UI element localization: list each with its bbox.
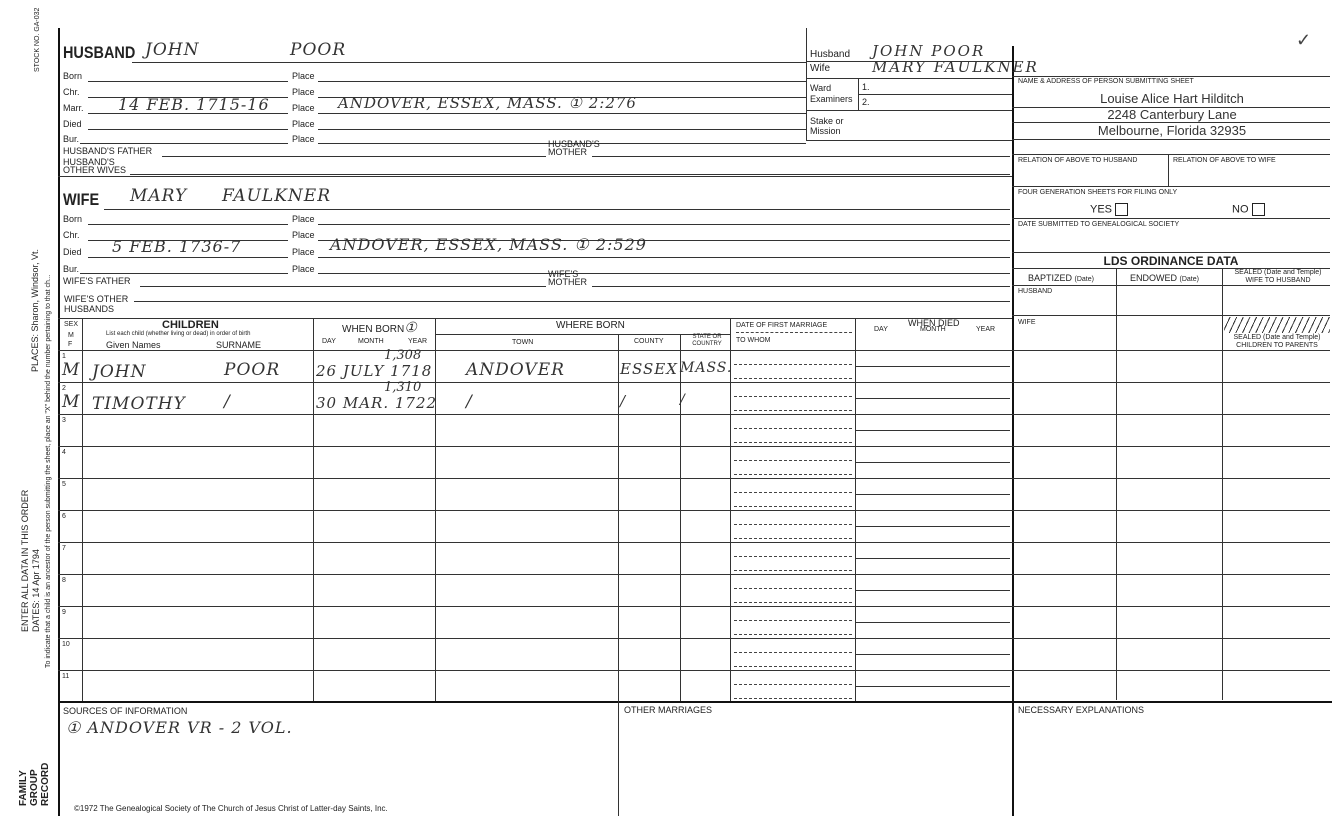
hatched-area <box>1224 317 1330 333</box>
wife-mother-label: WIFE'S MOTHER <box>548 269 587 287</box>
no-checkbox[interactable] <box>1252 203 1265 216</box>
death-tick <box>855 670 856 686</box>
husband-died-place-label: Place <box>292 119 315 129</box>
surname-header: SURNAME <box>216 340 262 350</box>
enter-order-note: ENTER ALL DATA IN THIS ORDER <box>20 489 30 632</box>
child-birth-county: ESSEX <box>620 360 678 378</box>
lds-husband-label: HUSBAND <box>1018 288 1053 295</box>
submit-top-line <box>1012 76 1330 77</box>
rt-wife-value: MARY FAULKNER <box>872 58 1039 76</box>
born-year-header: YEAR <box>408 338 428 345</box>
father-line <box>162 156 546 157</box>
relation-husband-label: RELATION OF ABOVE TO HUSBAND <box>1018 157 1138 164</box>
wife-surname: FAULKNER <box>222 186 331 206</box>
divider <box>806 28 807 140</box>
to-whom-dash <box>734 442 852 443</box>
submitter-city: Melbourne, Florida 32935 <box>1097 123 1247 138</box>
child-sex: M <box>62 360 81 380</box>
submitter-label: NAME & ADDRESS OF PERSON SUBMITTING SHEET <box>1018 78 1194 85</box>
born-place-line <box>318 81 806 82</box>
no-option[interactable]: NO <box>1232 203 1265 216</box>
submit-line-4 <box>1012 154 1330 155</box>
other-wives-line <box>130 174 1010 175</box>
baptized-label: BAPTIZED (Date) <box>1028 273 1094 283</box>
wife-born-place-line <box>318 224 1010 225</box>
col-county <box>680 334 681 701</box>
marriage-date-dash <box>734 428 852 429</box>
wife-died-line <box>88 257 288 258</box>
child-birth-town: / <box>466 392 473 412</box>
child-birth-county: / <box>620 392 627 410</box>
wife-death-date: 5 FEB. 1736-7 <box>112 237 242 256</box>
wife-given-name: MARY <box>130 186 188 206</box>
examiner-1: 1. <box>862 82 870 92</box>
col-town <box>618 334 619 701</box>
when-died-header: WHEN DIED <box>908 318 960 328</box>
bottom-section-line <box>58 701 1332 703</box>
wife-born-line <box>88 224 288 225</box>
died-month-header: MONTH <box>920 326 946 333</box>
lds-row-line <box>1012 670 1330 671</box>
yes-option[interactable]: YES <box>1090 203 1128 216</box>
died-day-header: DAY <box>874 326 888 333</box>
child-page-ref: 1,308 <box>384 348 422 363</box>
necessary-explanations-label: NECESSARY EXPLANATIONS <box>1018 705 1145 715</box>
death-tick <box>855 478 856 494</box>
child-number: 5 <box>62 481 66 488</box>
lds-title: LDS ORDINANCE DATA <box>1103 254 1239 268</box>
death-tick <box>855 350 856 366</box>
lds-row-line <box>1012 574 1330 575</box>
lds-row-line <box>1012 542 1330 543</box>
husband-name-line <box>132 62 806 63</box>
wife-name-line <box>104 209 1010 210</box>
death-date-line <box>855 526 1010 527</box>
examiner-2: 2. <box>862 97 870 107</box>
marriage-date-dash <box>734 396 852 397</box>
marriage-date-dash <box>734 492 852 493</box>
wife-mother-line <box>592 286 1010 287</box>
mother-line <box>592 156 1010 157</box>
to-whom-dash <box>734 570 852 571</box>
death-tick <box>855 606 856 622</box>
husband-chr-label: Chr. <box>63 87 80 97</box>
marriage-date-dash <box>734 556 852 557</box>
examiner-split <box>858 94 1012 95</box>
marriage-date-dash <box>734 652 852 653</box>
death-tick <box>855 382 856 398</box>
child-birth-state: MASS. <box>680 360 733 376</box>
to-whom-dash <box>734 698 852 699</box>
places-note: PLACES: Sharon, Windsor, Vt. <box>30 248 40 372</box>
four-gen-label: FOUR GENERATION SHEETS FOR FILING ONLY <box>1018 189 1178 196</box>
born-day-header: DAY <box>322 338 336 345</box>
row-line <box>58 670 1012 671</box>
lds-row-line <box>1012 382 1330 383</box>
rt-wife-label: Wife <box>810 63 830 74</box>
ward-label: Ward <box>810 83 832 93</box>
rt-line-4 <box>806 140 1012 141</box>
child-birth-date: 26 JULY 1718 <box>316 362 433 380</box>
marriage-date: 14 FEB. 1715-16 <box>118 95 270 114</box>
wife-born-place-label: Place <box>292 214 315 224</box>
row-line <box>58 606 1012 607</box>
death-tick <box>855 638 856 654</box>
wife-died-place-line <box>318 257 1010 258</box>
wife-bur-line <box>80 273 288 274</box>
wife-bur-place-label: Place <box>292 264 315 274</box>
lds-row-line <box>1012 510 1330 511</box>
to-whom-dash <box>734 506 852 507</box>
husband-other-wives-label: HUSBAND'S OTHER WIVES <box>63 157 127 175</box>
state-header: STATE OR COUNTRY <box>692 334 722 347</box>
sealed-children-label: SEALED (Date and Temple) CHILDREN TO PARENTS <box>1233 334 1321 349</box>
marr-place-line <box>318 113 806 114</box>
check-mark-icon: ✓ <box>1296 30 1312 50</box>
wife-chr-label: Chr. <box>63 230 80 240</box>
children-header: CHILDREN <box>162 319 219 331</box>
row-line <box>58 574 1012 575</box>
wife-chr-place-label: Place <box>292 230 315 240</box>
lds-row-line <box>1012 446 1330 447</box>
to-whom-dash <box>734 378 852 379</box>
mission-label: Mission <box>810 126 841 136</box>
row-line <box>58 542 1012 543</box>
sex-m: M <box>68 332 74 339</box>
husband-father-label: HUSBAND'S FATHER <box>63 146 153 156</box>
wife-father-label: WIFE'S FATHER <box>63 276 131 286</box>
marriage-date-dash <box>734 524 852 525</box>
date-submitted-label: DATE SUBMITTED TO GENEALOGICAL SOCIETY <box>1018 221 1180 228</box>
husband-born-label: Born <box>63 71 83 81</box>
child-number: 9 <box>62 609 66 616</box>
child-surname: / <box>224 392 231 412</box>
marriage-place: ANDOVER, ESSEX, MASS. ① 2:276 <box>338 94 637 112</box>
row-line <box>58 638 1012 639</box>
submitter-name: Louise Alice Hart Hilditch <box>1100 91 1244 106</box>
marriage-date-dash <box>734 684 852 685</box>
child-number: 10 <box>62 641 70 648</box>
child-given-name: TIMOTHY <box>92 394 186 414</box>
death-tick <box>855 446 856 462</box>
husband-surname: POOR <box>290 40 347 60</box>
death-date-line <box>855 462 1010 463</box>
death-date-line <box>855 686 1010 687</box>
submit-line-5 <box>1012 186 1330 187</box>
row-line <box>58 510 1012 511</box>
copyright: ©1972 The Genealogical Society of The Church of Jesus Christ of Latter-day Saints, Inc. <box>74 804 388 813</box>
wife-other-line <box>134 301 1010 302</box>
death-date-line <box>855 654 1010 655</box>
lds-top-line <box>1012 252 1330 253</box>
sex-f: F <box>68 341 73 348</box>
bur-line <box>80 143 288 144</box>
rt-line-3 <box>806 110 1012 111</box>
death-date-line <box>855 590 1010 591</box>
list-note: List each child (whether living or dead) in order of birth <box>106 331 251 337</box>
death-date-line <box>855 430 1010 431</box>
lds-line-2 <box>1012 285 1330 286</box>
wife-bur-place-line <box>318 273 1010 274</box>
county-header: COUNTY <box>634 338 664 345</box>
marriage-date-dash <box>734 588 852 589</box>
wife-bur-label: Bur. <box>63 264 80 274</box>
child-page-ref: 1,310 <box>384 380 422 395</box>
section-divider <box>58 176 1012 177</box>
wife-death-place: ANDOVER, ESSEX, MASS. ① 2:529 <box>330 235 647 254</box>
dates-note: DATES: 14 Apr 1794 <box>31 549 41 632</box>
to-whom-dash <box>734 634 852 635</box>
wife-father-line <box>140 286 546 287</box>
submit-line-6 <box>1012 218 1330 219</box>
child-sex: M <box>62 392 81 412</box>
first-marriage-header: DATE OF FIRST MARRIAGE <box>736 322 828 329</box>
death-date-line <box>855 622 1010 623</box>
row-line <box>58 382 1012 383</box>
sex-header: SEX <box>64 321 79 328</box>
to-whom-dash <box>734 474 852 475</box>
husband-label: HUSBAND <box>63 43 136 62</box>
lds-row-line <box>1012 414 1330 415</box>
child-number: 3 <box>62 417 66 424</box>
husband-bur-label: Bur. <box>63 134 80 144</box>
husband-chr-place-label: Place <box>292 87 315 97</box>
sources-label: SOURCES OF INFORMATION <box>63 706 188 716</box>
child-number: 6 <box>62 513 66 520</box>
death-tick <box>855 574 856 590</box>
submit-line-3 <box>1012 139 1330 140</box>
lds-line-3 <box>1012 315 1330 316</box>
examiners-label: Examiners <box>810 94 853 104</box>
wife-label: WIFE <box>63 190 100 209</box>
marriage-date-dash <box>734 364 852 365</box>
row-line <box>58 414 1012 415</box>
death-tick <box>855 510 856 526</box>
child-given-name: JOHN <box>92 362 147 382</box>
child-number: 11 <box>62 673 70 680</box>
yes-checkbox[interactable] <box>1115 203 1128 216</box>
sealed-wife-label: SEALED (Date and Temple) WIFE TO HUSBAND <box>1234 269 1322 284</box>
child-birth-town: ANDOVER <box>466 360 565 380</box>
form-title: FAMILY GROUP RECORD <box>18 762 51 806</box>
death-tick <box>855 414 856 430</box>
rt-husband-label: Husband <box>810 49 851 60</box>
husband-born-place-label: Place <box>292 71 315 81</box>
lds-row-line <box>1012 638 1330 639</box>
child-number: 7 <box>62 545 66 552</box>
row-line <box>58 478 1012 479</box>
bottom-col-1 <box>618 701 619 816</box>
stock-number: STOCK NO. GA-032 <box>34 7 41 72</box>
death-date-line <box>855 366 1010 367</box>
marriage-header-dash <box>736 332 852 333</box>
given-names-header: Given Names <box>106 340 161 350</box>
lds-col-1 <box>1116 268 1117 700</box>
death-date-line <box>855 558 1010 559</box>
child-number: 2 <box>62 385 66 392</box>
children-header-line <box>58 350 1012 351</box>
submitter-street: 2248 Canterbury Lane <box>1107 107 1237 122</box>
husband-died-label: Died <box>63 119 82 129</box>
lds-wife-label: WIFE <box>1018 319 1036 326</box>
marriage-date-dash <box>734 620 852 621</box>
lds-row-line <box>1012 350 1330 351</box>
town-header: TOWN <box>512 339 534 346</box>
child-number: 8 <box>62 577 66 584</box>
to-whom-header: TO WHOM <box>736 337 771 344</box>
born-line <box>88 81 288 82</box>
other-marriages-label: OTHER MARRIAGES <box>624 705 713 715</box>
rt-husband-value: JOHN POOR <box>872 42 986 60</box>
child-number: 1 <box>62 353 66 360</box>
to-whom-dash <box>734 602 852 603</box>
lds-row-line <box>1012 478 1330 479</box>
husband-mother-label: HUSBAND'S MOTHER <box>548 139 600 157</box>
left-border <box>58 28 60 816</box>
child-number: 4 <box>62 449 66 456</box>
when-born-header: WHEN BORN① <box>342 320 417 336</box>
wife-died-place-label: Place <box>292 247 315 257</box>
husband-given-name: JOHN <box>145 40 200 60</box>
marriage-date-dash <box>734 460 852 461</box>
death-tick <box>855 542 856 558</box>
row-line <box>58 446 1012 447</box>
wife-born-label: Born <box>63 214 83 224</box>
to-whom-dash <box>734 666 852 667</box>
husband-marr-label: Marr. <box>63 103 84 113</box>
endowed-label: ENDOWED (Date) <box>1130 273 1199 283</box>
relation-divider <box>1168 154 1169 186</box>
wife-other-husbands-label: WIFE'S OTHER HUSBANDS <box>64 294 129 314</box>
husband-marr-place-label: Place <box>292 103 315 113</box>
ancestor-instruction: To indicate that a child is an ancestor of the person submitting the sheet, place an "X" behind the number pertaining to that ch... <box>45 274 52 668</box>
death-date-line <box>855 494 1010 495</box>
died-line <box>88 129 288 130</box>
lds-row-line <box>1012 606 1330 607</box>
to-whom-dash <box>734 538 852 539</box>
to-whom-dash <box>734 410 852 411</box>
died-year-header: YEAR <box>976 326 996 333</box>
lds-col-2 <box>1222 268 1223 700</box>
husband-bur-place-label: Place <box>292 134 315 144</box>
death-date-line <box>855 398 1010 399</box>
child-surname: POOR <box>224 360 281 380</box>
relation-wife-label: RELATION OF ABOVE TO WIFE <box>1173 157 1276 164</box>
died-place-line <box>318 129 806 130</box>
where-born-header: WHERE BORN <box>556 320 625 331</box>
wife-died-label: Died <box>63 247 82 257</box>
rt-line-2 <box>806 78 1012 79</box>
child-birth-date: 30 MAR. 1722 <box>316 394 438 412</box>
child-birth-state: / <box>680 392 686 408</box>
stake-label: Stake or <box>810 116 844 126</box>
born-month-header: MONTH <box>358 338 384 345</box>
source-entry-1: ① ANDOVER VR - 2 VOL. <box>66 718 293 737</box>
